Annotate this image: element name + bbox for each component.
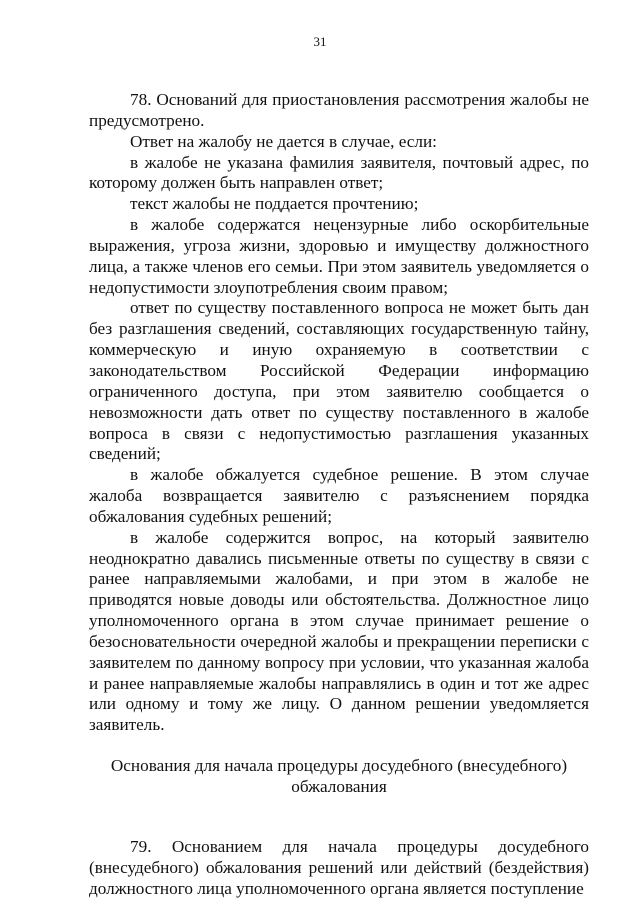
spacer <box>89 736 589 756</box>
paragraph-repeated-question: в жалобе содержится вопрос, на который заявителю неоднократно давались письменные ответы по существу в связи с ранее направляемыми жалобами, и при этом в жалобе не приводятся новые доводы или обстоятельства. Должностное лицо уполномоченного органа в этом случае принимает решение о безосновательности очередной жалобы и прекращении переписки с заявителем по данному вопросу при условии, что указанная жалоба и ранее направляемые жалобы направлялись в один и тот же адрес или одному и тому же лицу. О данном решении уведомляется заявитель. <box>89 527 589 735</box>
spacer <box>89 798 589 837</box>
document-body <box>89 90 589 899</box>
paragraph-obscene: в жалобе содержатся нецензурные либо оскорбительные выражения, угроза жизни, здоровью и имуществу должностного лица, а также членов его семьи. При этом заявитель уведомляется о недопустимости злоупотребления своим правом; <box>89 215 589 297</box>
page-number: 31 <box>313 34 327 49</box>
paragraph-no-surname: в жалобе не указана фамилия заявителя, почтовый адрес, по которому должен быть направлен ответ; <box>89 152 589 193</box>
paragraph-78: 78. Оснований для приостановления рассмотрения жалобы не предусмотрено. <box>89 90 589 130</box>
paragraph-unreadable: текст жалобы не поддается прочтению; <box>130 194 419 214</box>
paragraph-secret-info: ответ по существу поставленного вопроса не может быть дан без разглашения сведений, составляющих государственную тайну, коммерческую и иную охраняемую в соответствии с законодательством Российской Федерации информацию ограниченного доступа, при этом заявителю сообщается о невозможности дать ответ по существу поставленного в жалобе вопроса в связи с недопустимостью разглашения указанных сведений; <box>89 298 589 464</box>
section-heading: Основания для начала процедуры досудебного (внесудебного) обжалования <box>110 756 568 796</box>
paragraph-court-decision: в жалобе обжалуется судебное решение. В этом случае жалоба возвращается заявителю с разъяснением порядка обжалования судебных решений; <box>89 465 589 526</box>
paragraph-79: 79. Основанием для начала процедуры досудебного (внесудебного) обжалования решений или действий (бездействия) должностного лица уполномоченного органа является поступление <box>89 836 589 898</box>
paragraph-no-answer-intro: Ответ на жалобу не дается в случае, если: <box>130 131 437 151</box>
